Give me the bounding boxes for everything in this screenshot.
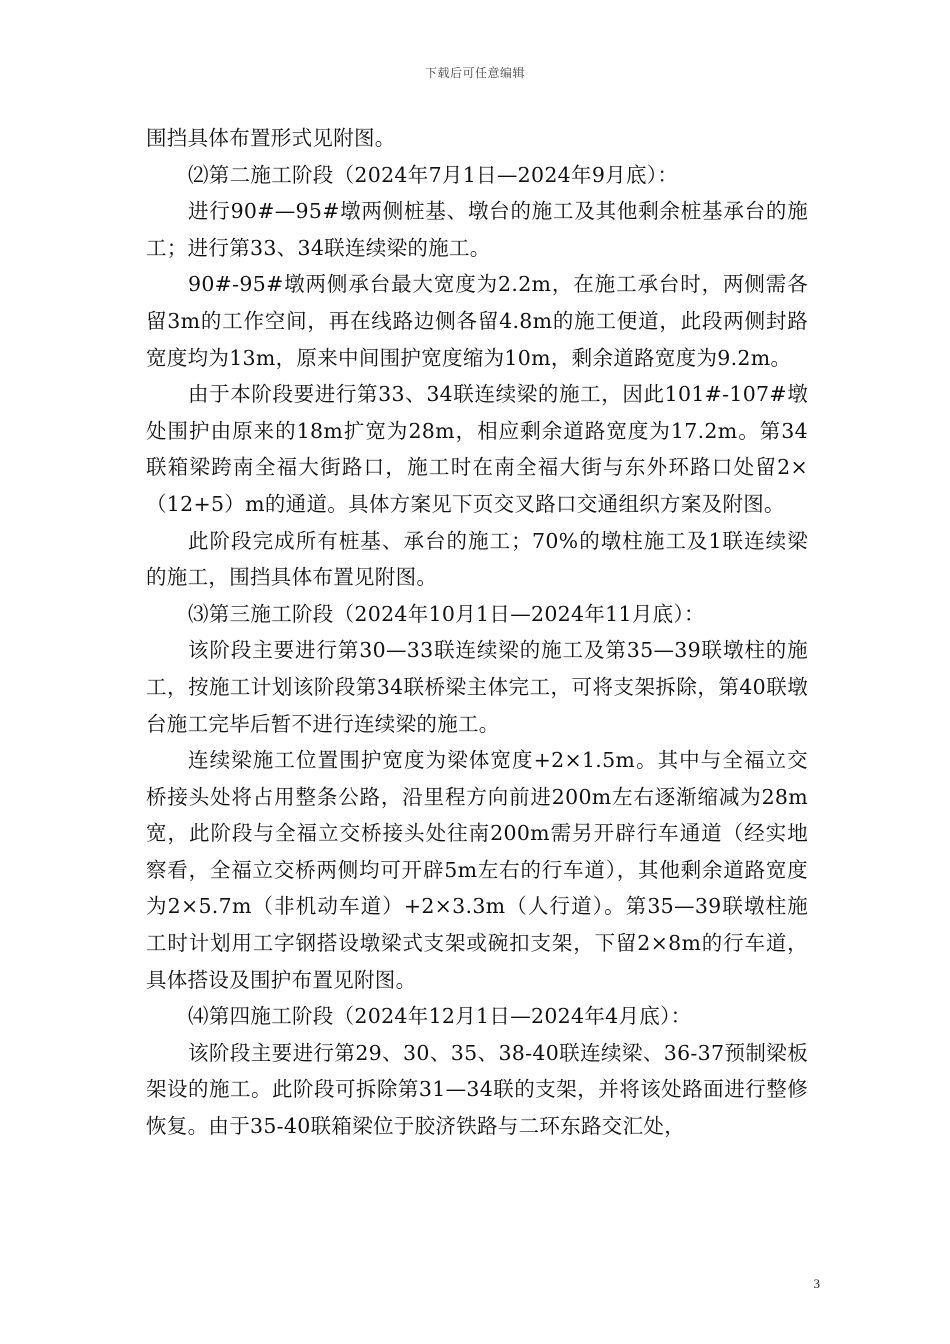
- paragraph: 连续梁施工位置围护宽度为梁体宽度+2×1.5m。其中与全福立交桥接头处将占用整条公路，沿里程方向前进200m左右逐渐缩减为28m宽，此阶段与全福立交桥接头处往南200m需另开辟行车通道（经实地察看，全福立交桥两侧均可开辟5m左右的行车道），其他剩余道路宽度为2×5.7m（非机动车道）+2×3.3m（人行道）。第35—39联墩柱施工时计划用工字钢搭设墩梁式支架或碗扣支架，下留2×8m的行车道，具体搭设及围护布置见附图。: [146, 748, 808, 992]
- document-body: [146, 120, 808, 1145]
- paragraph: ⑷第四施工阶段（2024年12月1日—2024年4月底）：: [188, 1004, 692, 1029]
- paragraph: 进行90#—95#墩两侧桩基、墩台的施工及其他剩余桩基承台的施工；进行第33、34联连续梁的施工。: [146, 199, 808, 260]
- paragraph: ⑵第二施工阶段（2024年7月1日—2024年9月底）：: [188, 162, 679, 187]
- paragraph: 90#-95#墩两侧承台最大宽度为2.2m，在施工承台时，两侧需各留3m的工作空间，再在线路边侧各留4.8m的施工便道，此段两侧封路宽度均为13m，原来中间围护宽度缩为10m，剩余道路宽度为9.2m。: [146, 272, 808, 370]
- paragraph: 该阶段主要进行第29、30、35、38-40联连续梁、36-37预制梁板架设的施工。此阶段可拆除第31—34联的支架，并将该处路面进行整修恢复。由于35-40联箱梁位于胶济铁路与二环东路交汇处，: [146, 1040, 808, 1139]
- page-number: 3: [813, 1276, 820, 1291]
- paragraph: 该阶段主要进行第30—33联连续梁的施工及第35—39联墩柱的施工，按施工计划该阶段第34联桥梁主体完工，可将支架拆除，第40联墩台施工完毕后暂不进行连续梁的施工。: [146, 638, 808, 736]
- paragraph: ⑶第三施工阶段（2024年10月1日—2024年11月底）：: [188, 601, 705, 626]
- page-header: 下载后可任意编辑: [424, 66, 525, 80]
- paragraph: 由于本阶段要进行第33、34联连续梁的施工，因此101#-107#墩处围护由原来的18m扩宽为28m，相应剩余道路宽度为17.2m。第34联箱梁跨南全福大街路口，施工时在南全福大街与东外环路口处留2×（12+5）m的通道。具体方案见下页交叉路口交通组织方案及附图。: [146, 382, 808, 516]
- paragraph: 此阶段完成所有桩基、承台的施工；70%的墩柱施工及1联连续梁的施工，围挡具体布置见附图。: [146, 528, 808, 590]
- paragraph: 围挡具体布置形式见附图。: [146, 126, 396, 150]
